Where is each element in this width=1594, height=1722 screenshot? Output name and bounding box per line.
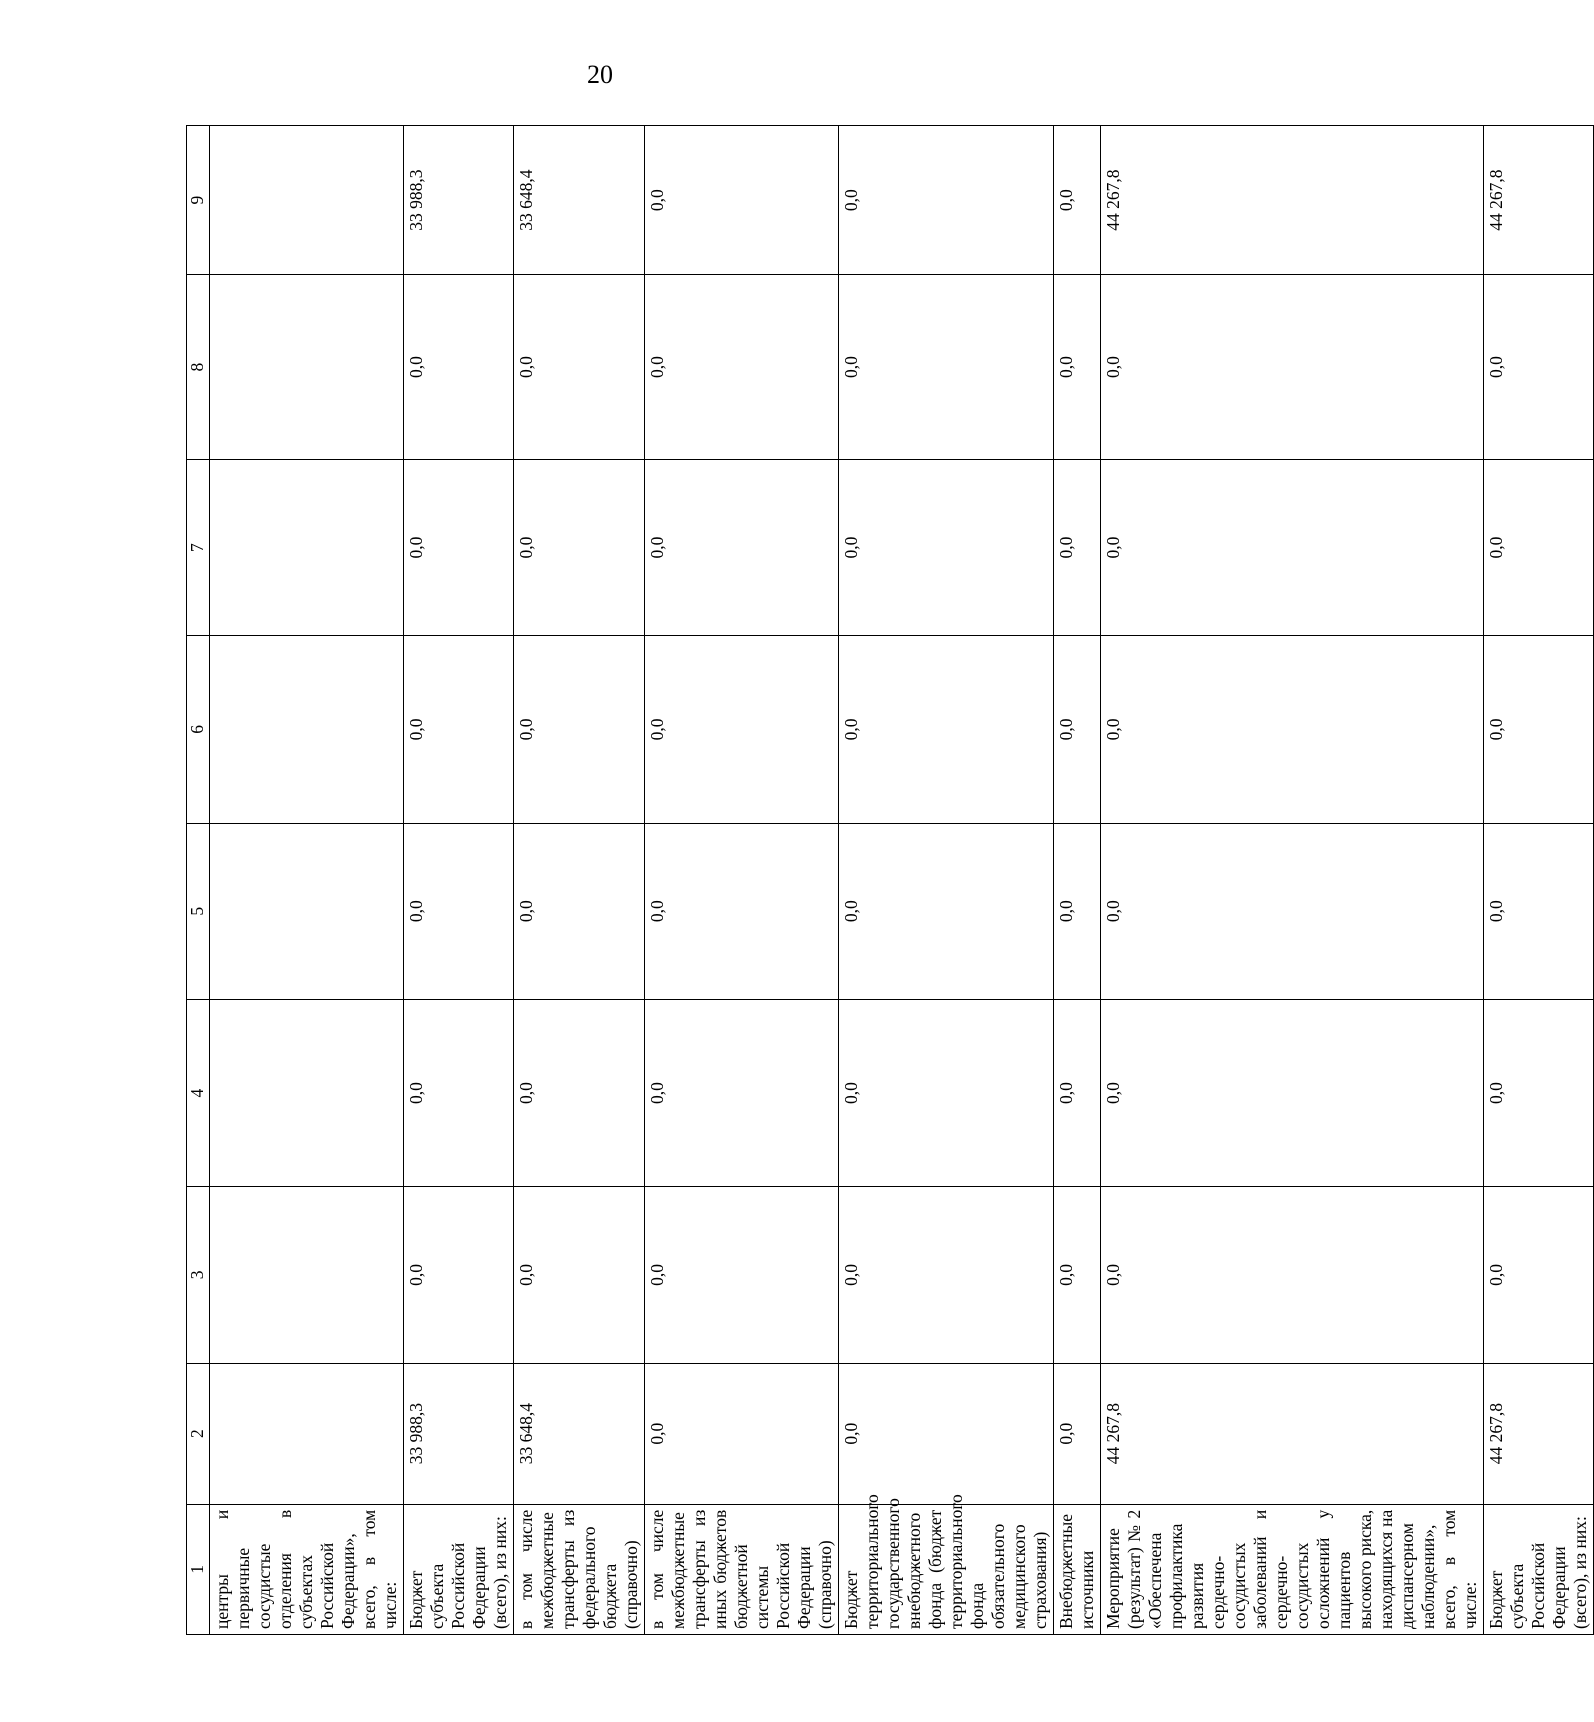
- column-header: 4: [187, 999, 210, 1186]
- column-header: 1: [187, 1504, 210, 1634]
- table-row: [645, 126, 839, 1635]
- value-cell: 0,0: [404, 459, 514, 635]
- value-cell: 0,0: [839, 275, 1054, 460]
- value-cell: 44 267,8: [1101, 1363, 1484, 1504]
- column-header: 7: [187, 459, 210, 635]
- value-cell: 0,0: [839, 1363, 1054, 1504]
- value-cell: 0,0: [1054, 636, 1101, 823]
- financing-table: [186, 125, 1594, 1635]
- value-cell: 0,0: [839, 999, 1054, 1186]
- value-cell: 0,0: [1054, 1187, 1101, 1363]
- value-cell: [210, 275, 404, 460]
- value-cell: 0,0: [1054, 126, 1101, 275]
- value-cell: 0,0: [645, 126, 839, 275]
- value-cell: 44 267,8: [1484, 1363, 1594, 1504]
- value-cell: 0,0: [645, 1187, 839, 1363]
- row-label: центры и первичные сосудистые отделения в субъектах Российской Федерации», всего, в том числе:: [210, 1504, 404, 1634]
- value-cell: 0,0: [839, 1187, 1054, 1363]
- row-label: в том числе межбюджетные трансферты из иных бюджетов бюджетной системы Российской Федерации (справочно): [645, 1504, 839, 1634]
- value-cell: [210, 1363, 404, 1504]
- column-header: 2: [187, 1363, 210, 1504]
- value-cell: 0,0: [645, 459, 839, 635]
- value-cell: [210, 459, 404, 635]
- value-cell: 0,0: [1054, 1363, 1101, 1504]
- value-cell: 33 648,4: [514, 126, 645, 275]
- rotated-table-container: [186, 125, 1590, 1635]
- table-header-row: [187, 126, 210, 1635]
- value-cell: 33 988,3: [404, 126, 514, 275]
- column-header: 6: [187, 636, 210, 823]
- value-cell: 0,0: [514, 999, 645, 1186]
- value-cell: 0,0: [1054, 999, 1101, 1186]
- value-cell: 0,0: [839, 126, 1054, 275]
- value-cell: 0,0: [404, 275, 514, 460]
- value-cell: 0,0: [404, 1187, 514, 1363]
- row-label: Внебюджетные источники: [1054, 1504, 1101, 1634]
- value-cell: 0,0: [1101, 636, 1484, 823]
- value-cell: 0,0: [645, 275, 839, 460]
- row-label: Бюджет территориального государственного внебюджетного фонда (бюджет территориального фонда обязательного медицинского страхования): [839, 1504, 1054, 1634]
- column-header: 5: [187, 823, 210, 999]
- value-cell: 0,0: [404, 636, 514, 823]
- row-label: Мероприятие (результат) № 2 «Обеспечена профилактика развития сердечно-сосудистых заболеваний и сердечно-сосудистых осложнений у пациентов высокого риска, находящихся на диспансерном наблюдении», всего, в том числе:: [1101, 1504, 1484, 1634]
- value-cell: 0,0: [1101, 275, 1484, 460]
- value-cell: 0,0: [1054, 275, 1101, 460]
- value-cell: 0,0: [514, 636, 645, 823]
- value-cell: 0,0: [645, 636, 839, 823]
- value-cell: 33 988,3: [404, 1363, 514, 1504]
- value-cell: 0,0: [514, 275, 645, 460]
- value-cell: 0,0: [404, 999, 514, 1186]
- value-cell: 0,0: [1484, 275, 1594, 460]
- page-number: 20: [587, 60, 613, 89]
- value-cell: 0,0: [1484, 999, 1594, 1186]
- column-header: 9: [187, 126, 210, 275]
- value-cell: 0,0: [645, 999, 839, 1186]
- value-cell: [210, 999, 404, 1186]
- value-cell: 0,0: [1101, 1187, 1484, 1363]
- value-cell: 0,0: [1484, 636, 1594, 823]
- table-row: [514, 126, 645, 1635]
- row-label: в том числе межбюджетные трансферты из федерального бюджета (справочно): [514, 1504, 645, 1634]
- value-cell: [210, 1187, 404, 1363]
- table-row: [210, 126, 404, 1635]
- row-label: Бюджет субъекта Российской Федерации (всего), из них:: [1484, 1504, 1594, 1634]
- value-cell: [210, 823, 404, 999]
- value-cell: [210, 126, 404, 275]
- value-cell: 0,0: [1054, 823, 1101, 999]
- value-cell: 0,0: [1101, 999, 1484, 1186]
- value-cell: 0,0: [514, 1187, 645, 1363]
- table-row: [839, 126, 1054, 1635]
- value-cell: 0,0: [645, 1363, 839, 1504]
- value-cell: 0,0: [1484, 1187, 1594, 1363]
- column-header: 3: [187, 1187, 210, 1363]
- value-cell: 44 267,8: [1484, 126, 1594, 275]
- table-row: [404, 126, 514, 1635]
- value-cell: 0,0: [839, 459, 1054, 635]
- value-cell: 0,0: [839, 823, 1054, 999]
- value-cell: [210, 636, 404, 823]
- value-cell: 0,0: [1484, 823, 1594, 999]
- value-cell: 0,0: [1101, 823, 1484, 999]
- column-header: 8: [187, 275, 210, 460]
- value-cell: 44 267,8: [1101, 126, 1484, 275]
- value-cell: 0,0: [839, 636, 1054, 823]
- table-row: [1054, 126, 1101, 1635]
- table-row: [1484, 126, 1594, 1635]
- value-cell: 0,0: [645, 823, 839, 999]
- value-cell: 0,0: [404, 823, 514, 999]
- value-cell: 0,0: [1484, 459, 1594, 635]
- value-cell: 33 648,4: [514, 1363, 645, 1504]
- value-cell: 0,0: [514, 459, 645, 635]
- value-cell: 0,0: [514, 823, 645, 999]
- row-label: Бюджет субъекта Российской Федерации (всего), из них:: [404, 1504, 514, 1634]
- value-cell: 0,0: [1101, 459, 1484, 635]
- table-row: [1101, 126, 1484, 1635]
- value-cell: 0,0: [1054, 459, 1101, 635]
